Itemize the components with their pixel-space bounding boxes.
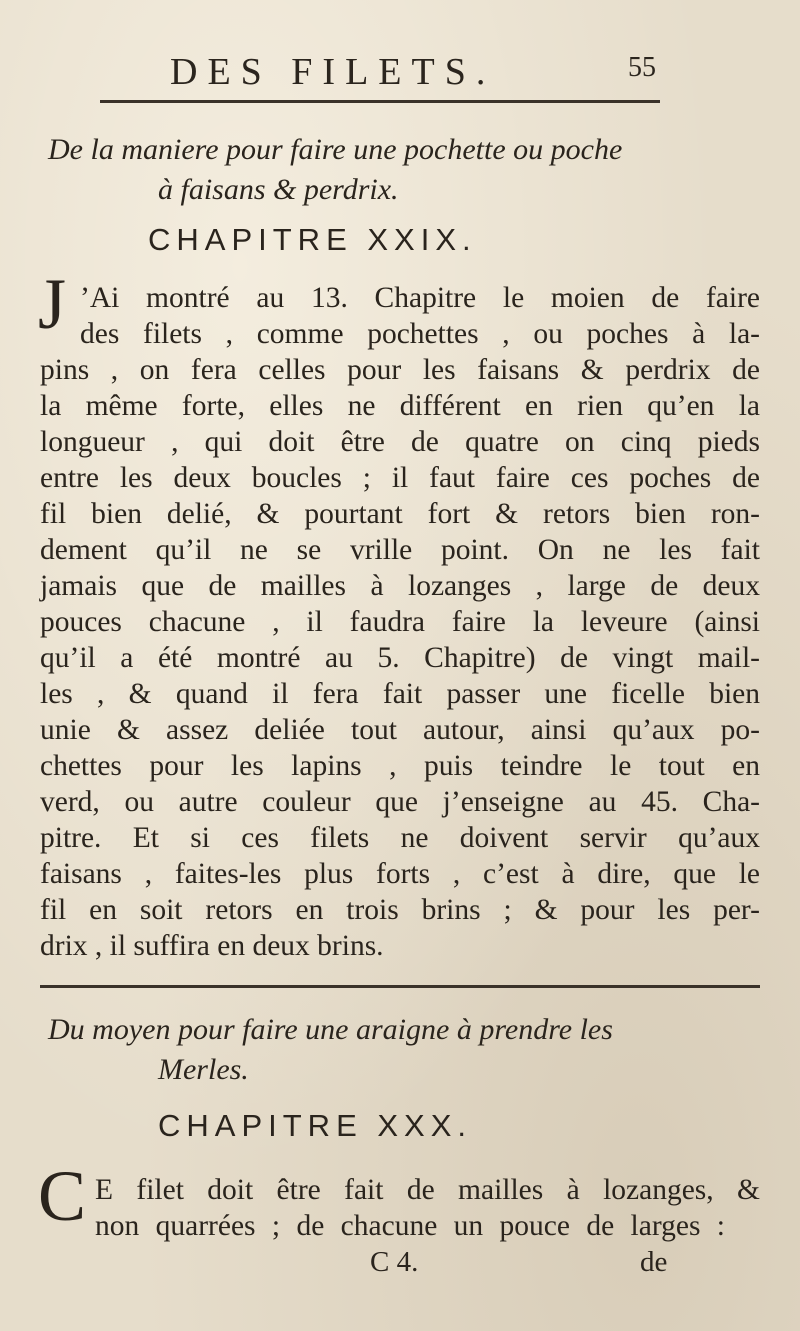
- paragraph-line: pouces chacune , il faudra faire la leveure (ainsi: [40, 606, 760, 638]
- drop-cap: C: [38, 1156, 87, 1236]
- running-title: DES FILETS.: [170, 51, 496, 93]
- paragraph-line: verd, ou autre couleur que j’enseigne au 45. Cha-: [40, 786, 760, 818]
- section-rule: [40, 985, 760, 988]
- section-heading-line-2: Merles.: [158, 1053, 249, 1086]
- section-heading-line-1: De la maniere pour faire une pochette ou poche: [48, 133, 623, 166]
- paragraph-line: pitre. Et si ces filets ne doivent servir qu’aux: [40, 822, 760, 854]
- drop-cap: J: [38, 264, 67, 344]
- paragraph-line: jamais que de mailles à lozanges , large de deux: [40, 570, 760, 602]
- paragraph-line: des filets , comme pochettes , ou poches à la-: [80, 318, 760, 350]
- paragraph-line: faisans , faites-les plus forts , c’est à dire, que le: [40, 858, 760, 890]
- running-head: [0, 40, 800, 100]
- page-number: 55: [628, 52, 656, 83]
- chapter-title: CHAPITRE XXIX.: [148, 222, 477, 257]
- paragraph-line: la même forte, elles ne différent en rien qu’en la: [40, 390, 760, 422]
- paragraph-line: unie & assez deliée tout autour, ainsi qu’aux po-: [40, 714, 760, 746]
- paragraph-line: fil en soit retors en trois brins ; & pour les per-: [40, 894, 760, 926]
- catchword: de: [640, 1246, 668, 1278]
- paragraph-line: les , & quand il fera fait passer une ficelle bien: [40, 678, 760, 710]
- chapter-title: CHAPITRE XXX.: [158, 1108, 472, 1143]
- paragraph-line: drix , il suffira en deux brins.: [40, 930, 384, 962]
- signature-mark: C 4.: [370, 1246, 419, 1278]
- paragraph-line: non quarrées ; de chacune un pouce de larges :: [95, 1210, 725, 1242]
- paragraph-line: ’Ai montré au 13. Chapitre le moien de faire: [80, 282, 760, 314]
- header-rule: [100, 100, 660, 103]
- section-heading-line-1: Du moyen pour faire une araigne à prendre les: [48, 1013, 613, 1046]
- section-heading-line-2: à faisans & perdrix.: [158, 173, 399, 206]
- paragraph-line: pins , on fera celles pour les faisans & perdrix de: [40, 354, 760, 386]
- paragraph-line: fil bien delié, & pourtant fort & retors bien ron-: [40, 498, 760, 530]
- paragraph-line: chettes pour les lapins , puis teindre le tout en: [40, 750, 760, 782]
- paragraph-line: dement qu’il ne se vrille point. On ne les fait: [40, 534, 760, 566]
- paragraph-line: longueur , qui doit être de quatre on cinq pieds: [40, 426, 760, 458]
- paragraph-line: entre les deux boucles ; il faut faire ces poches de: [40, 462, 760, 494]
- paragraph-line: E filet doit être fait de mailles à lozanges, &: [95, 1174, 760, 1206]
- paragraph-line: qu’il a été montré au 5. Chapitre) de vingt mail-: [40, 642, 760, 674]
